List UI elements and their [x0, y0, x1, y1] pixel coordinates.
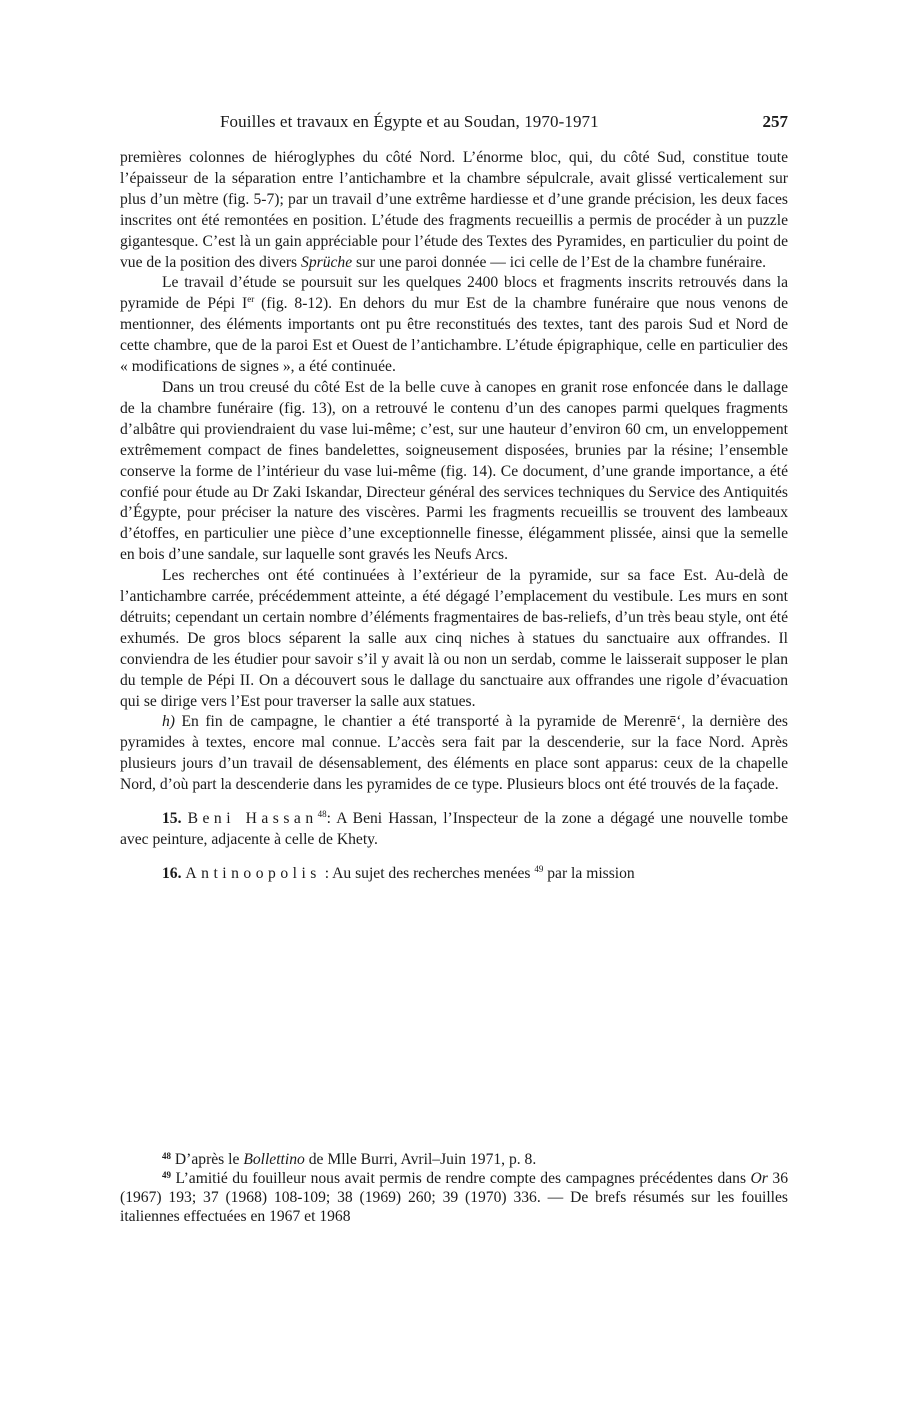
paragraph: Les recherches ont été continuées à l’extérieur de la pyramide, sur sa face Est. Au-delà de l’antichambre carrée, précédemment atteinte, a été dégagé l’emplacement du vestibule. Les murs en sont détruits; cependant un certain nombre d’éléments fragmentaires de bas-reliefs, d’un très beau style, ont été exhumés. De gros blocs séparent la salle aux cinq niches à statues du sanctuaire aux offrandes. Il conviendra de les étudier pour savoir s’il y avait là ou non un serdab, comme le laisserait supposer le plan du temple de Pépi II. On a découvert sous le dallage du sanctuaire aux offrandes une rigole d’évacuation qui se dirige vers l’Est pour traverser la salle aux statues.: [120, 567, 788, 710]
footnote-ref[interactable]: 48: [317, 809, 327, 820]
paragraph: [120, 273, 788, 378]
footnote-49: [120, 1169, 788, 1226]
italic-term: Sprüche: [301, 253, 353, 271]
section-site-name: Antinoopolis: [185, 864, 321, 882]
paragraph-text: (fig. 8-12). En dehors du mur Est de la chambre funéraire que nous venons de mentionner, des éléments importants ont pu être reconstitués des textes, tant des parois Sud et Nord de cette chambre, que de la paroi Est et Ouest de l’antichambre. L’étude épigraphique, celle en particulier des « modifications de signes », a été continuée.: [120, 295, 789, 376]
section-number: 15.: [162, 810, 182, 828]
main-text: [120, 148, 788, 885]
paragraph-text: sur une paroi donnée — ici celle de l’Est de la chambre funéraire.: [352, 253, 767, 271]
paragraph-text: En fin de campagne, le chantier a été transporté à la pyramide de Merenrē‘, la dernière des pyramides à textes, encore mal connue. L’accès sera fait par la descenderie, sur la face Nord. Après plusieurs jours d’un travail de désensablement, des éléments en place sont apparus: ceux de la chapelle Nord, d’où part la descenderie dans les pyramides de ce type. Plusieurs blocs ont été trouvés de la façade.: [120, 713, 788, 794]
paragraph-text: Le travail d’étude se poursuit sur les quelques 2400 blocs et fragments inscrits retrouvés dans la pyramide de Pépi I: [120, 274, 788, 313]
paragraph-continuation: [120, 148, 788, 273]
section-16: [120, 864, 788, 885]
section-text: par la mission: [543, 864, 635, 882]
running-title: Fouilles et travaux en Égypte et au Soudan, 1970-1971: [220, 112, 599, 131]
footnote-ref[interactable]: 49: [534, 863, 544, 874]
footnote-text: L’amitié du fouilleur nous avait permis de rendre compte des campagnes précédentes dans: [171, 1170, 751, 1187]
footnotes: [120, 1150, 788, 1226]
page-header: [120, 112, 788, 134]
superscript: er: [247, 294, 255, 305]
paragraph: Dans un trou creusé du côté Est de la belle cuve à canopes en granit rose enfoncée dans le dallage de la chambre funéraire (fig. 13), on a retrouvé le contenu d’un des canopes parmi quelques fragments d’albâtre qui proviendraient du vase lui-même; c’est, sur une hauteur d’environ 60 cm, un enveloppement extrêmement compact de fines bandelettes, soigneusement disposées, brunies par la résine; l’ensemble conserve la forme de l’intérieur du vase lui-même (fig. 14). Ce document, d’une grande importance, a été confié pour étude au Dr Zaki Iskandar, Directeur général des services techniques du Service des Antiquités d’Égypte, pour préciser la nature des viscères. Parmi les fragments recueillis se trouvent des lambeaux d’étoffes, en particulier une pièce d’une exceptionnelle finesse, élégamment plissée, ainsi que la semelle en bois d’une sandale, sur laquelle sont gravés les Neufs Arcs.: [120, 378, 788, 564]
section-number: 16.: [162, 864, 182, 882]
footnote-mark: 48: [162, 1151, 171, 1161]
paragraph-text: premières colonnes de hiéroglyphes du côté Nord. L’énorme bloc, qui, du côté Sud, constitue toute l’épaisseur de la séparation entre l’antichambre et la chambre sépulcrale, avait glissé verticalement sur plus d’un mètre (fig. 5-7); par un travail d’une extrême hardiesse et d’une grande précision, les deux faces inscrites ont été remontées en position. L’étude des fragments recueillis a permis de procéder à un puzzle gigantesque. C’est là un gain appréciable pour l’étude des Textes des Pyramides, en particulier du point de vue de la position des divers: [120, 149, 788, 271]
page-number: 257: [762, 112, 788, 131]
italic-title: Bollettino: [243, 1151, 305, 1168]
section-15: [120, 809, 788, 851]
list-label: h): [162, 713, 175, 731]
footnote-text: de Mlle Burri, Avril–Juin 1971, p. 8.: [304, 1151, 537, 1168]
paragraph: [120, 712, 788, 796]
footnote-text: D’après le: [171, 1151, 244, 1168]
italic-title: Or: [750, 1170, 768, 1187]
footnote-text: 36 (1967) 193; 37 (1968) 108-109; 38 (1969) 260; 39 (1970) 336. — De brefs résumés sur les fouilles italiennes effectuées en 1967 et 1968: [120, 1170, 788, 1225]
section-text: : A Beni Hassan, l’Inspecteur de la zone a dégagé une nouvelle tombe avec peinture, adjacente à celle de Khety.: [120, 810, 788, 848]
section-site-name: Beni Hassan: [187, 810, 318, 828]
footnote-mark: 49: [162, 1170, 171, 1180]
footnote-48: [120, 1150, 788, 1169]
section-text: : Au sujet des recherches menées: [320, 864, 531, 882]
